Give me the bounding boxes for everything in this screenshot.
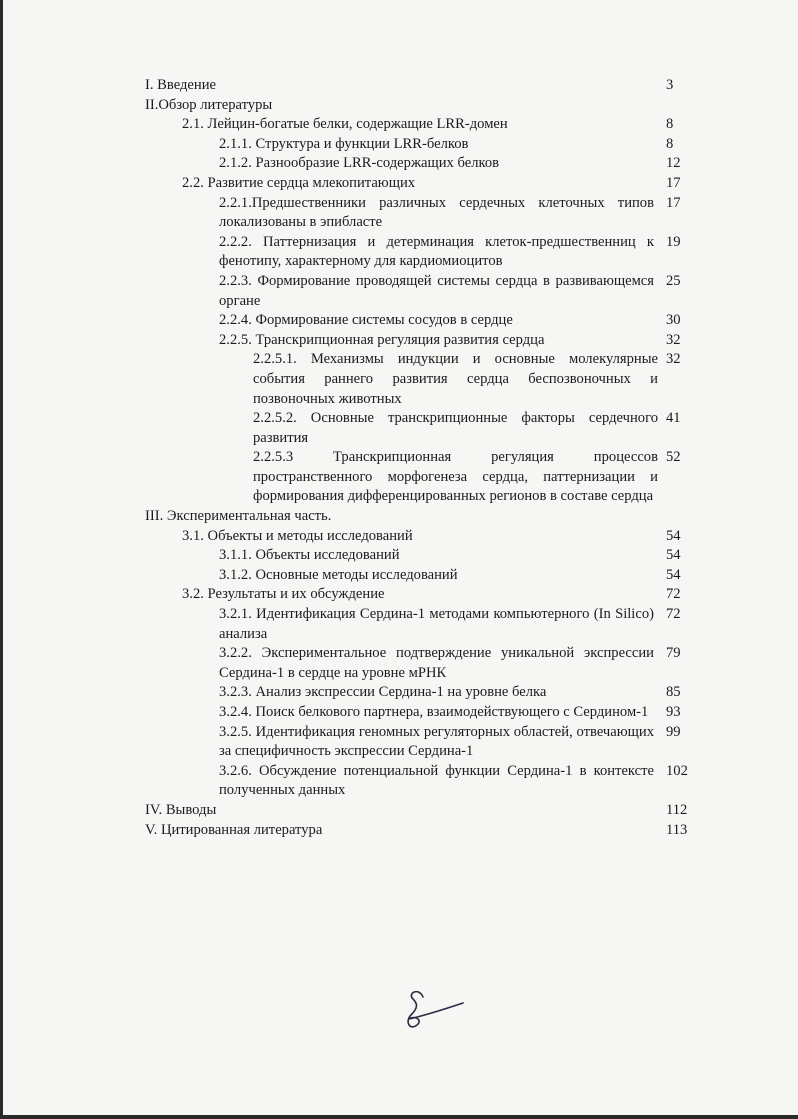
toc-entry-title: II.Обзор литературы — [145, 96, 273, 113]
toc-entry-page: 25 — [666, 272, 681, 289]
toc-entry-title: 2.2.2. Паттернизация и детерминация клеток-предшественниц к фенотипу, характерному для кардиомиоцитов — [219, 233, 654, 270]
toc-entry-page: 30 — [666, 312, 681, 329]
toc-entry — [145, 644, 705, 683]
toc-entry-page: 32 — [666, 351, 681, 368]
toc-entry-page: 17 — [666, 174, 681, 191]
toc-entry-title: 3.2. Результаты и их обсуждение — [182, 586, 385, 603]
toc-entry — [145, 527, 705, 547]
toc-entry — [145, 585, 705, 605]
toc-entry-page: 99 — [666, 723, 681, 740]
toc-entry-title: III. Экспериментальная часть. — [145, 508, 332, 525]
toc-entry — [145, 233, 705, 272]
toc-entry-page: 8 — [666, 135, 674, 152]
toc-entry-title: 2.2.5. Транскрипционная регуляция развития сердца — [219, 331, 545, 348]
toc-entry — [145, 174, 705, 194]
toc-entry-title: I. Введение — [145, 77, 216, 93]
toc-entry-title: 2.2.5.2. Основные транскрипционные факторы сердечного развития — [253, 410, 658, 446]
toc-entry-title: 3.2.3. Анализ экспрессии Сердина-1 на уровне белка — [219, 684, 547, 701]
toc-entry-title: 2.2.5.1. Механизмы индукции и основные молекулярные события раннего развития сердца беспозвоночных и позвоночных животных — [253, 351, 658, 407]
toc-entry — [145, 683, 705, 703]
toc-entry-page: 3 — [666, 77, 674, 93]
toc-entry — [145, 76, 705, 96]
table-of-contents — [145, 76, 705, 840]
toc-entry-page: 12 — [666, 155, 681, 172]
toc-entry — [145, 409, 705, 448]
toc-entry-page: 32 — [666, 331, 681, 348]
toc-entry-title: 2.1.2. Разнообразие LRR-содержащих белков — [219, 155, 500, 172]
toc-entry-page: 54 — [666, 527, 681, 544]
scan-edge-left — [0, 0, 3, 1119]
toc-entry — [145, 507, 705, 527]
toc-entry — [145, 350, 705, 409]
toc-entry-title: 2.2.4. Формирование системы сосудов в сердце — [219, 312, 513, 329]
toc-entry — [145, 331, 705, 351]
toc-entry — [145, 448, 705, 507]
toc-entry-title: 2.2.3. Формирование проводящей системы сердца в развивающемся органе — [219, 272, 654, 309]
toc-entry-page: 93 — [666, 704, 681, 720]
toc-entry-page: 79 — [666, 645, 681, 662]
toc-entry-title: 3.1.1. Объекты исследований — [219, 547, 400, 564]
toc-entry-title: 3.2.5. Идентификация геномных регуляторных областей, отвечающих за специфичность экспрессии Сердина-1 — [219, 723, 654, 760]
toc-entry — [145, 115, 705, 135]
toc-entry-page: 19 — [666, 233, 681, 250]
toc-entry — [145, 566, 705, 586]
toc-entry — [145, 821, 705, 841]
toc-entry-page: 8 — [666, 116, 674, 133]
toc-entry-page: 52 — [666, 449, 681, 466]
toc-entry-title: 2.1.1. Структура и функции LRR-белков — [219, 135, 469, 152]
toc-entry — [145, 311, 705, 331]
toc-entry-page: 72 — [666, 586, 681, 603]
toc-entry-title: 2.2. Развитие сердца млекопитающих — [182, 174, 416, 191]
toc-entry — [145, 96, 705, 116]
toc-entry — [145, 723, 705, 762]
toc-entry-title: 3.2.6. Обсуждение потенциальной функции Сердина-1 в контексте полученных данных — [219, 762, 654, 799]
toc-entry-page: 17 — [666, 194, 681, 211]
toc-entry-title: 2.2.1.Предшественники различных сердечных клеточных типов локализованы в эпибласте — [219, 194, 654, 231]
toc-entry — [145, 272, 705, 311]
handwritten-signature-icon — [395, 985, 465, 1035]
toc-entry — [145, 135, 705, 155]
toc-entry-page: 102 — [666, 762, 688, 779]
toc-entry — [145, 546, 705, 566]
toc-entry-title: V. Цитированная литература — [145, 821, 323, 838]
toc-entry-page: 41 — [666, 410, 681, 427]
toc-entry-page: 113 — [666, 821, 688, 838]
scan-edge-bottom — [0, 1115, 798, 1119]
toc-entry-page: 85 — [666, 684, 681, 701]
toc-entry — [145, 194, 705, 233]
toc-entry-title: 2.1. Лейцин-богатые белки, содержащие LRR-домен — [182, 116, 508, 133]
toc-entry-title: 3.2.2. Экспериментальное подтверждение уникальной экспрессии Сердина-1 в сердце на уровне мРНК — [219, 645, 654, 681]
toc-entry-page: 72 — [666, 606, 681, 623]
toc-entry-title: 3.2.4. Поиск белкового партнера, взаимодействующего с Сердином-1 — [219, 704, 649, 720]
toc-entry-page: 54 — [666, 547, 681, 564]
toc-entry-page: 112 — [666, 801, 688, 818]
toc-entry-title: 3.1. Объекты и методы исследований — [182, 527, 413, 544]
toc-entry-page: 54 — [666, 566, 681, 583]
toc-entry-title: 3.1.2. Основные методы исследований — [219, 566, 458, 583]
toc-entry — [145, 703, 705, 723]
toc-entry-title: 2.2.5.3 Транскрипционная регуляция процессов пространственного морфогенеза сердца, паттернизации и формирования дифференцированных регионов в составе сердца — [253, 449, 658, 505]
toc-entry — [145, 605, 705, 644]
toc-entry-title: 3.2.1. Идентификация Сердина-1 методами компьютерного (In Silico) анализа — [219, 606, 654, 642]
toc-entry — [145, 801, 705, 821]
toc-entry — [145, 154, 705, 174]
toc-entry — [145, 762, 705, 801]
toc-entry-title: IV. Выводы — [145, 801, 217, 818]
